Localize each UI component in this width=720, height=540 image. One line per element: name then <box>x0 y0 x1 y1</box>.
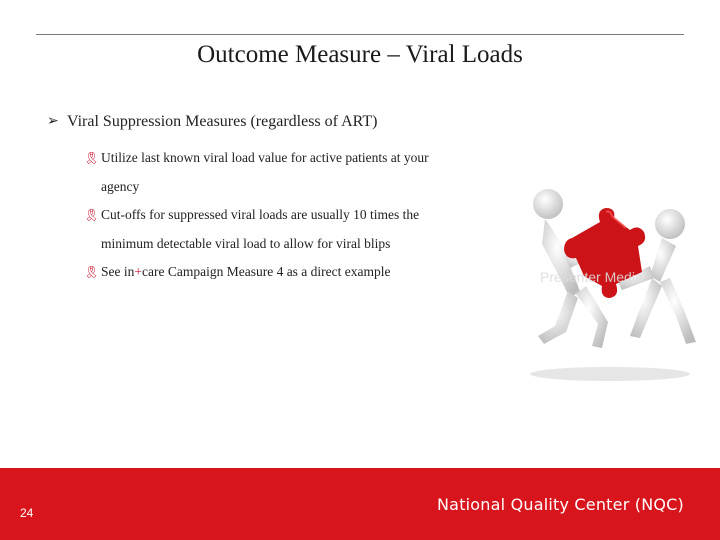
bullet-level1 <box>47 112 487 132</box>
image-watermark: Presenter Media <box>540 269 643 285</box>
organization-name: National Quality Center (NQC) <box>437 495 684 514</box>
subbullet-text: minimum detectable viral load to allow for viral blips <box>101 235 391 251</box>
subbullet-item <box>84 201 487 230</box>
top-divider <box>36 34 684 35</box>
puzzle-people-icon <box>510 186 710 386</box>
subbullet-item <box>84 144 487 173</box>
footer-bar <box>0 468 720 540</box>
bullet-text: Viral Suppression Measures (regardless of ART) <box>67 113 378 130</box>
subbullet-text-pre: See in <box>101 264 135 279</box>
slide-title: Outcome Measure – Viral Loads <box>197 41 523 68</box>
subbullet-text: Utilize last known viral load value for active patients at your <box>101 150 429 165</box>
arrow-bullet-icon: ➢ <box>47 114 59 129</box>
subbullet-item <box>84 258 487 287</box>
slide-body <box>47 112 487 287</box>
ribbon-bullet-icon: 🎗 <box>84 151 100 165</box>
subbullet-continuation <box>84 230 487 259</box>
subbullet-text-post: care Campaign Measure 4 as a direct example <box>142 264 391 279</box>
subbullet-continuation <box>84 173 487 202</box>
ribbon-bullet-icon: 🎗 <box>84 208 100 222</box>
plus-sign: + <box>134 264 142 279</box>
subbullet-text: Cut-offs for suppressed viral loads are usually 10 times the <box>101 207 420 222</box>
ribbon-bullet-icon: 🎗 <box>84 265 100 279</box>
subbullet-list <box>47 144 487 287</box>
page-number: 24 <box>20 506 34 520</box>
subbullet-text: agency <box>101 178 140 194</box>
